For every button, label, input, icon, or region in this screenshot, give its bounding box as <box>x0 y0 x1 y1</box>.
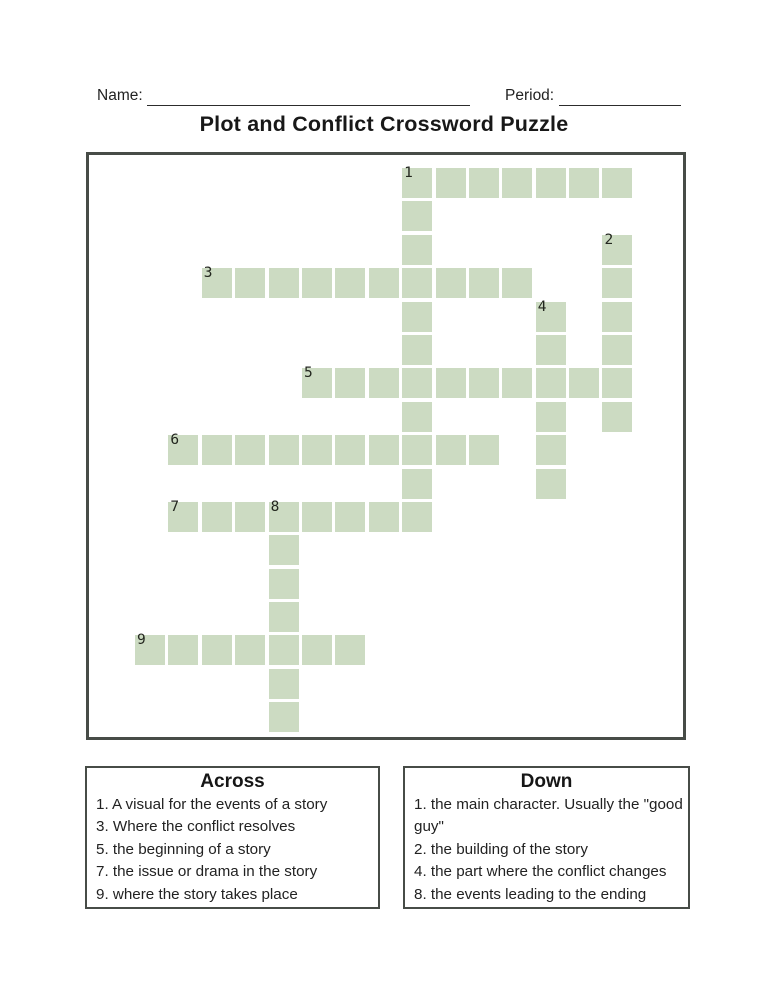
grid-cell[interactable] <box>602 402 632 432</box>
clue-number: 8 <box>270 498 280 515</box>
grid-cell[interactable] <box>269 268 299 298</box>
grid-cell[interactable] <box>536 402 566 432</box>
grid-cell[interactable] <box>269 535 299 565</box>
clue-item: 2. the building of the story <box>414 840 588 858</box>
grid-cell-2[interactable] <box>602 231 632 265</box>
clue-item: 5. the beginning of a story <box>96 840 271 858</box>
grid-cell[interactable] <box>235 435 265 465</box>
grid-cell[interactable] <box>569 368 599 398</box>
clue-number: 6 <box>170 432 180 449</box>
grid-cell-5[interactable] <box>302 365 332 398</box>
clue-number: 1 <box>404 165 413 181</box>
grid-cell[interactable] <box>402 469 432 499</box>
grid-cell[interactable] <box>302 635 332 665</box>
grid-cell-9[interactable] <box>135 632 165 665</box>
grid-cell[interactable] <box>402 502 432 532</box>
grid-cell-6[interactable] <box>168 432 198 465</box>
grid-cell[interactable] <box>602 168 632 198</box>
grid-cell[interactable] <box>202 635 232 665</box>
down-title: Down <box>520 771 573 792</box>
grid-cell-7[interactable] <box>168 498 198 532</box>
grid-cell[interactable] <box>302 268 332 298</box>
clue-item: 1. the main character. Usually the "good guy" <box>414 796 683 836</box>
grid-cell[interactable] <box>602 302 632 332</box>
grid-cell[interactable] <box>536 435 566 465</box>
grid-cell[interactable] <box>602 335 632 365</box>
grid-cell[interactable] <box>536 368 566 398</box>
grid-cell[interactable] <box>402 368 432 398</box>
grid-cell[interactable] <box>436 168 466 198</box>
clue-number: 9 <box>137 632 146 649</box>
grid-cell[interactable] <box>536 168 566 198</box>
name-label: Name: <box>97 87 143 104</box>
clue-number: 2 <box>604 231 614 248</box>
name-input-line[interactable] <box>147 87 470 106</box>
grid-cell[interactable] <box>202 435 232 465</box>
grid-cell[interactable] <box>235 502 265 532</box>
across-title: Across <box>200 771 265 792</box>
grid-cell[interactable] <box>235 635 265 665</box>
grid-cell[interactable] <box>602 368 632 398</box>
grid-cell[interactable] <box>402 235 432 265</box>
down-clue-list <box>405 793 688 906</box>
grid-cell[interactable] <box>402 302 432 332</box>
grid-cell[interactable] <box>168 635 198 665</box>
grid-cell[interactable] <box>302 435 332 465</box>
grid-cell[interactable] <box>335 268 365 298</box>
period-label: Period: <box>505 87 555 104</box>
clue-item: 7. the issue or drama in the story <box>96 863 318 881</box>
clue-item: 3. Where the conflict resolves <box>96 818 296 836</box>
grid-cell[interactable] <box>536 469 566 499</box>
grid-cell-8[interactable] <box>269 498 299 532</box>
clue-item: 8. the events leading to the ending <box>414 885 647 903</box>
clue-number: 5 <box>303 365 313 382</box>
grid-cell-1[interactable] <box>402 165 432 198</box>
grid-cell[interactable] <box>569 168 599 198</box>
grid-cell[interactable] <box>502 168 532 198</box>
clue-number: 3 <box>203 265 213 282</box>
grid-cell[interactable] <box>202 502 232 532</box>
grid-cell[interactable] <box>335 635 365 665</box>
clue-item: 9. where the story takes place <box>96 885 298 903</box>
period-input-line[interactable] <box>559 87 681 106</box>
crossword-grid <box>135 165 632 732</box>
grid-cell-4[interactable] <box>536 298 566 332</box>
grid-cell[interactable] <box>269 602 299 632</box>
grid-cell[interactable] <box>536 335 566 365</box>
clue-item: 1. A visual for the events of a story <box>96 796 328 813</box>
grid-cell[interactable] <box>402 268 432 298</box>
grid-cell[interactable] <box>469 268 499 298</box>
grid-cell[interactable] <box>369 268 399 298</box>
grid-cell[interactable] <box>402 402 432 432</box>
grid-cell[interactable] <box>402 335 432 365</box>
across-clue-list <box>87 793 378 906</box>
grid-cell[interactable] <box>269 569 299 599</box>
grid-cell[interactable] <box>402 435 432 465</box>
grid-cell[interactable] <box>335 368 365 398</box>
grid-cell[interactable] <box>469 435 499 465</box>
grid-cell[interactable] <box>369 435 399 465</box>
across-clues-box <box>85 766 380 909</box>
grid-cell[interactable] <box>269 635 299 665</box>
grid-cell[interactable] <box>469 368 499 398</box>
clue-number: 4 <box>537 298 547 315</box>
clue-item: 4. the part where the conflict changes <box>414 863 667 881</box>
grid-cell[interactable] <box>469 168 499 198</box>
grid-cell[interactable] <box>269 702 299 732</box>
grid-cell[interactable] <box>235 268 265 298</box>
grid-cell[interactable] <box>335 435 365 465</box>
crossword-board <box>86 152 686 740</box>
grid-cell[interactable] <box>502 268 532 298</box>
grid-cell[interactable] <box>436 268 466 298</box>
grid-cell[interactable] <box>602 268 632 298</box>
page-title: Plot and Conflict Crossword Puzzle <box>199 112 569 136</box>
grid-cell[interactable] <box>436 435 466 465</box>
grid-cell[interactable] <box>335 502 365 532</box>
grid-cell[interactable] <box>436 368 466 398</box>
clue-number: 7 <box>170 498 180 515</box>
down-clues-box <box>403 766 690 909</box>
grid-cell-3[interactable] <box>202 265 232 298</box>
grid-cell[interactable] <box>269 669 299 699</box>
grid-cell[interactable] <box>402 201 432 231</box>
grid-cell[interactable] <box>369 368 399 398</box>
grid-cell[interactable] <box>269 435 299 465</box>
grid-cell[interactable] <box>369 502 399 532</box>
grid-cell[interactable] <box>502 368 532 398</box>
grid-cell[interactable] <box>302 502 332 532</box>
